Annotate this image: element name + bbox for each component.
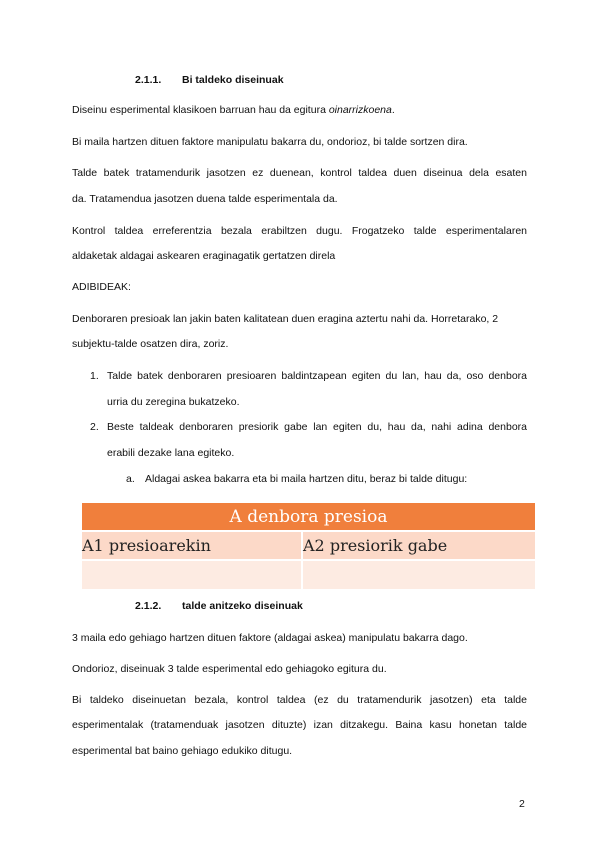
paragraph-4-line-1: Kontrol taldea erreferentzia bezala erabiltzen dugu. Frogatzeko talde esperimentalaren [72, 225, 527, 237]
paragraph-8-line-1: Bi taldeko diseinuetan bezala, kontrol taldea (ez du tratamendurik jasotzen) eta talde [72, 694, 527, 706]
section-title-bi-taldeko: Bi taldeko diseinuak [182, 74, 284, 86]
paragraph-4-line-2: aldaketak aldagai askearen eraginagatik gertatzen direla [72, 250, 336, 262]
page-number: 2 [519, 798, 525, 810]
list-item-1-line-2: urria du zeregina bukatzeko. [107, 396, 240, 408]
list-item-2-line-1: Beste taldeak denboraren presiorik gabe lan egiten du, hau da, nahi adina denbora [107, 421, 527, 433]
list-item-1-line-1: Talde batek denboraren presioaren baldintzapean egiten du lan, hau da, oso denbora [107, 370, 527, 382]
table-header: A denbora presioa [82, 503, 535, 531]
table-row [82, 531, 535, 560]
paragraph-7: Ondorioz, diseinuak 3 talde esperimental edo gehiagoko egitura du. [72, 663, 387, 675]
emphasis-text: oinarrizkoena [328, 104, 392, 116]
paragraph-3-line-2: da. Tratamendua jasotzen duena talde esperimentala da. [72, 193, 338, 205]
paragraph-6: 3 maila edo gehiago hartzen dituen faktore (aldagai askea) manipulatu bakarra dago. [72, 632, 468, 644]
paragraph-5-line-1: Denboraren presioak lan jakin baten kalitatean duen eragina aztertu nahi da. Horretarako, 2 [72, 313, 499, 325]
paragraph-1: Diseinu esperimental klasikoen barruan hau da egitura oinarrizkoena. [72, 104, 395, 116]
sublist-marker-a: a. [126, 473, 135, 485]
list-marker-1: 1. [90, 370, 99, 382]
list-item-2-line-2: erabili dezake lana egiteko. [107, 447, 235, 459]
paragraph-5-line-2: subjektu-talde osatzen dira, zoriz. [72, 338, 229, 350]
paragraph-3-line-1: Talde batek tratamendurik jasotzen ez duenean, kontrol taldea duen diseinua dela esaten [72, 167, 527, 179]
section-number-2-1-2: 2.1.2. [135, 600, 162, 612]
design-table [82, 503, 535, 589]
examples-label: ADIBIDEAK: [72, 281, 131, 293]
list-marker-2: 2. [90, 421, 99, 433]
table-cell-empty-2 [302, 560, 535, 589]
section-title-talde-anitzeko: talde anitzeko diseinuak [182, 600, 303, 612]
table-cell-a2: A2 presiorik gabe [302, 531, 535, 560]
section-number-2-1-1: 2.1.1. [135, 74, 162, 86]
table-cell-empty-1 [82, 560, 302, 589]
paragraph-2: Bi maila hartzen dituen faktore manipulatu bakarra du, ondorioz, bi talde sortzen dira. [72, 136, 468, 148]
table-cell-a1: A1 presioarekin [82, 531, 302, 560]
sublist-item-a: Aldagai askea bakarra eta bi maila hartzen ditu, beraz bi talde ditugu: [145, 473, 468, 485]
paragraph-8-line-2: esperimentalak (tratamenduak jasotzen dituzte) izan ditzakegu. Baina kasu honetan talde [72, 719, 527, 731]
table-row [82, 560, 535, 589]
paragraph-8-line-3: esperimental bat baino gehiago edukiko ditugu. [72, 745, 293, 757]
